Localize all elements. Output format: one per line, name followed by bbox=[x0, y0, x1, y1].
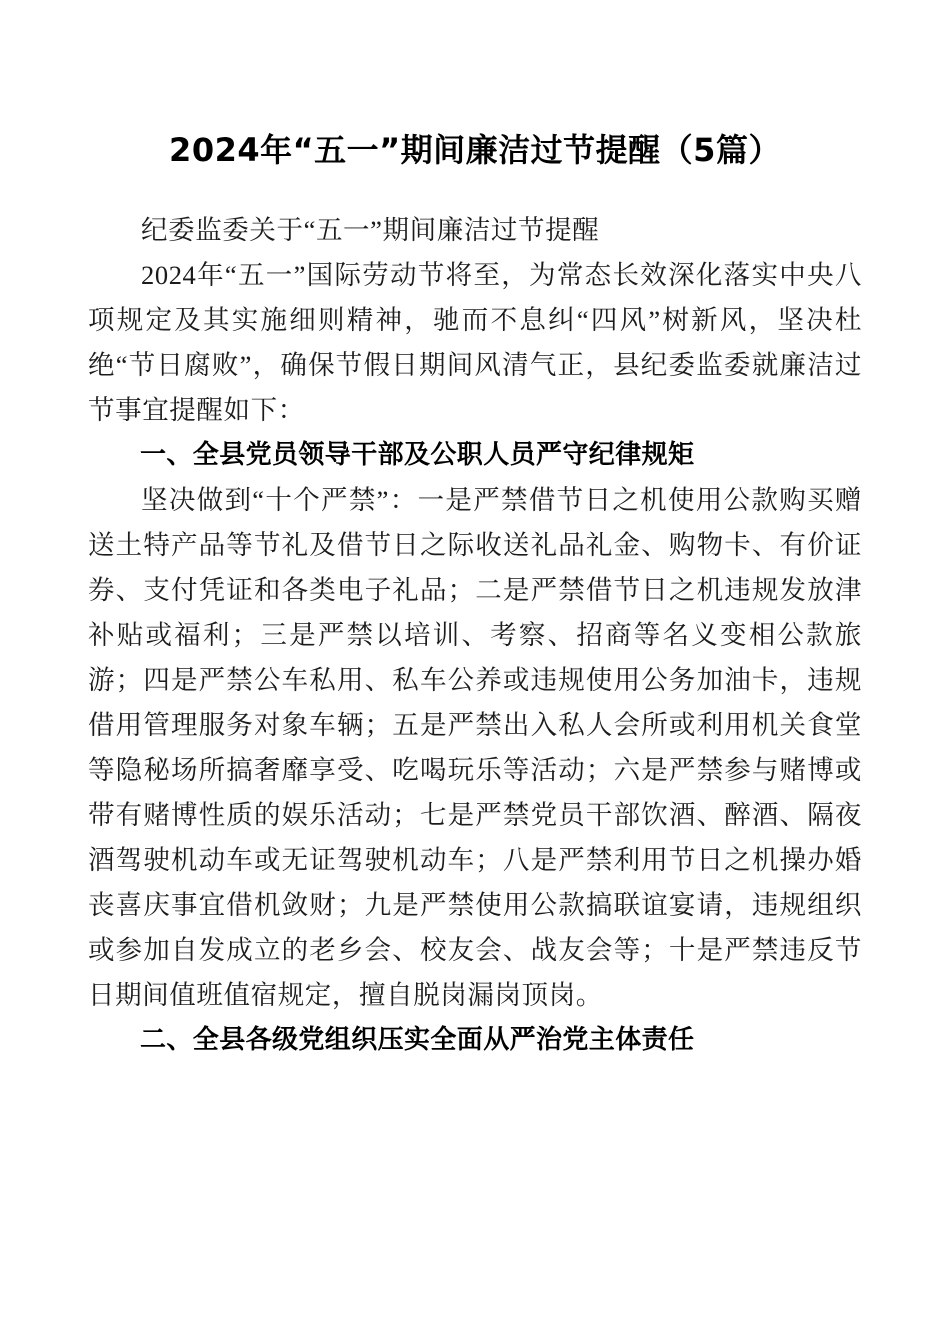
section-heading-two: 二、全县各级党组织压实全面从严治党主体责任 bbox=[140, 1025, 695, 1055]
document-body bbox=[88, 208, 862, 1063]
ten-prohibitions-paragraph: 坚决做到“十个严禁”：一是严禁借节日之机使用公款购买赠送土特产品等节礼及借节日之际收送礼品礼金、购物卡、有价证券、支付凭证和各类电子礼品；二是严禁借节日之机违规发放津补贴或福利；三是严禁以培训、考察、招商等名义变相公款旅游；四是严禁公车私用、私车公养或违规使用公务加油卡，违规借用管理服务对象车辆；五是严禁出入私人会所或利用机关食堂等隐秘场所搞奢靡享受、吃喝玩乐等活动；六是严禁参与赌博或带有赌博性质的娱乐活动；七是严禁党员干部饮酒、醉酒、隔夜酒驾驶机动车或无证驾驶机动车；八是严禁利用节日之机操办婚丧喜庆事宜借机敛财；九是严禁使用公款搞联谊宴请，违规组织或参加自发成立的老乡会、校友会、战友会等；十是严禁违反节日期间值班值宿规定，擅自脱岗漏岗顶岗。 bbox=[88, 485, 862, 1010]
page-content-area bbox=[88, 0, 862, 1063]
section-heading-one: 一、全县党员领导干部及公职人员严守纪律规矩 bbox=[140, 440, 695, 470]
opening-paragraph: 2024年“五一”国际劳动节将至，为常态长效深化落实中央八项规定及其实施细则精神，驰而不息纠“四风”树新风，坚决杜绝“节日腐败”，确保节假日期间风清气正，县纪委监委就廉洁过节事宜提醒如下： bbox=[88, 260, 862, 425]
page-title: 2024年“五一”期间廉洁过节提醒（5篇） bbox=[169, 131, 781, 169]
intro-subject-line: 纪委监委关于“五一”期间廉洁过节提醒 bbox=[141, 215, 600, 245]
